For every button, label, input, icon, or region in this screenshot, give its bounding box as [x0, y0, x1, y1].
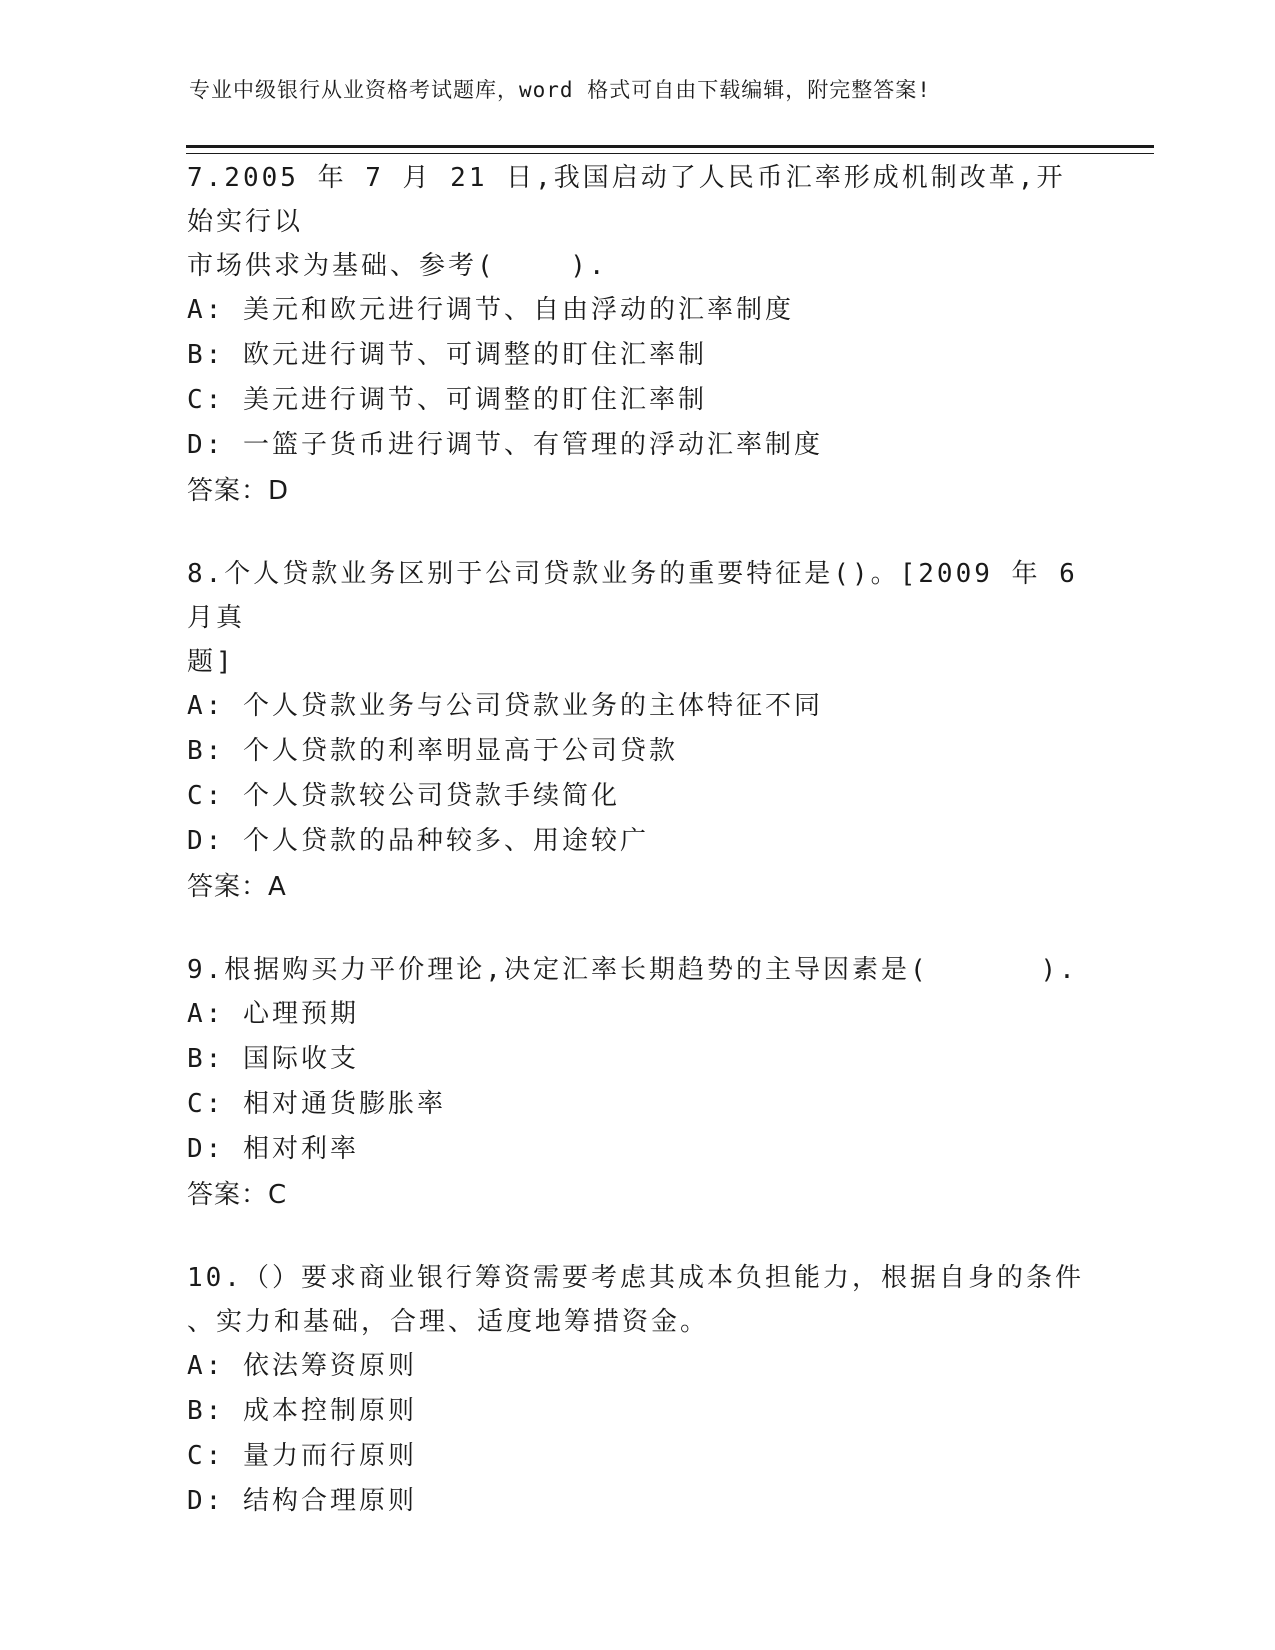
- question-stem-line: 10.（）要求商业银行筹资需要考虑其成本负担能力，根据自身的条件: [187, 1263, 1084, 1293]
- question-9: [187, 948, 1087, 1218]
- option-c: C: 个人贷款较公司贷款手续简化: [187, 781, 620, 811]
- option-d: D: 一篮子货币进行调节、有管理的浮动汇率制度: [187, 430, 823, 460]
- question-stem-line: 8.个人贷款业务区别于公司贷款业务的重要特征是()。[2009 年 6 月真: [187, 559, 1097, 633]
- question-list: [187, 156, 1097, 1562]
- option-c: C: 美元进行调节、可调整的盯住汇率制: [187, 385, 707, 415]
- page-header: 专业中级银行从业资格考试题库，word 格式可自由下载编辑，附完整答案!: [189, 78, 931, 102]
- question-7: [187, 156, 1087, 514]
- option-b: B: 个人贷款的利率明显高于公司贷款: [187, 736, 678, 766]
- question-stem-line: 题]: [187, 647, 235, 677]
- question-stem-line: 9.根据购买力平价理论,决定汇率长期趋势的主导因素是( ).: [187, 955, 1078, 985]
- question-10: [187, 1256, 1087, 1524]
- answer-line: 答案：C: [187, 1180, 288, 1210]
- answer-line: 答案：A: [187, 872, 287, 902]
- option-d: D: 相对利率: [187, 1134, 359, 1164]
- option-a: A: 依法筹资原则: [187, 1351, 417, 1381]
- option-a: A: 心理预期: [187, 999, 359, 1029]
- answer-line: 答案：D: [187, 476, 290, 506]
- option-b: B: 欧元进行调节、可调整的盯住汇率制: [187, 340, 707, 370]
- option-a: A: 个人贷款业务与公司贷款业务的主体特征不同: [187, 691, 823, 721]
- option-c: C: 相对通货膨胀率: [187, 1089, 446, 1119]
- option-d: D: 个人贷款的品种较多、用途较广: [187, 826, 649, 856]
- question-8: [187, 552, 1097, 910]
- option-c: C: 量力而行原则: [187, 1441, 417, 1471]
- header-divider: [186, 145, 1154, 154]
- question-stem-line: 7.2005 年 7 月 21 日,我国启动了人民币汇率形成机制改革,开始实行以: [187, 163, 1066, 237]
- option-a: A: 美元和欧元进行调节、自由浮动的汇率制度: [187, 295, 794, 325]
- option-b: B: 国际收支: [187, 1044, 359, 1074]
- option-b: B: 成本控制原则: [187, 1396, 417, 1426]
- option-d: D: 结构合理原则: [187, 1486, 417, 1516]
- question-stem-line: 市场供求为基础、参考( ).: [187, 251, 608, 281]
- question-stem-line: 、实力和基础，合理、适度地筹措资金。: [187, 1307, 710, 1337]
